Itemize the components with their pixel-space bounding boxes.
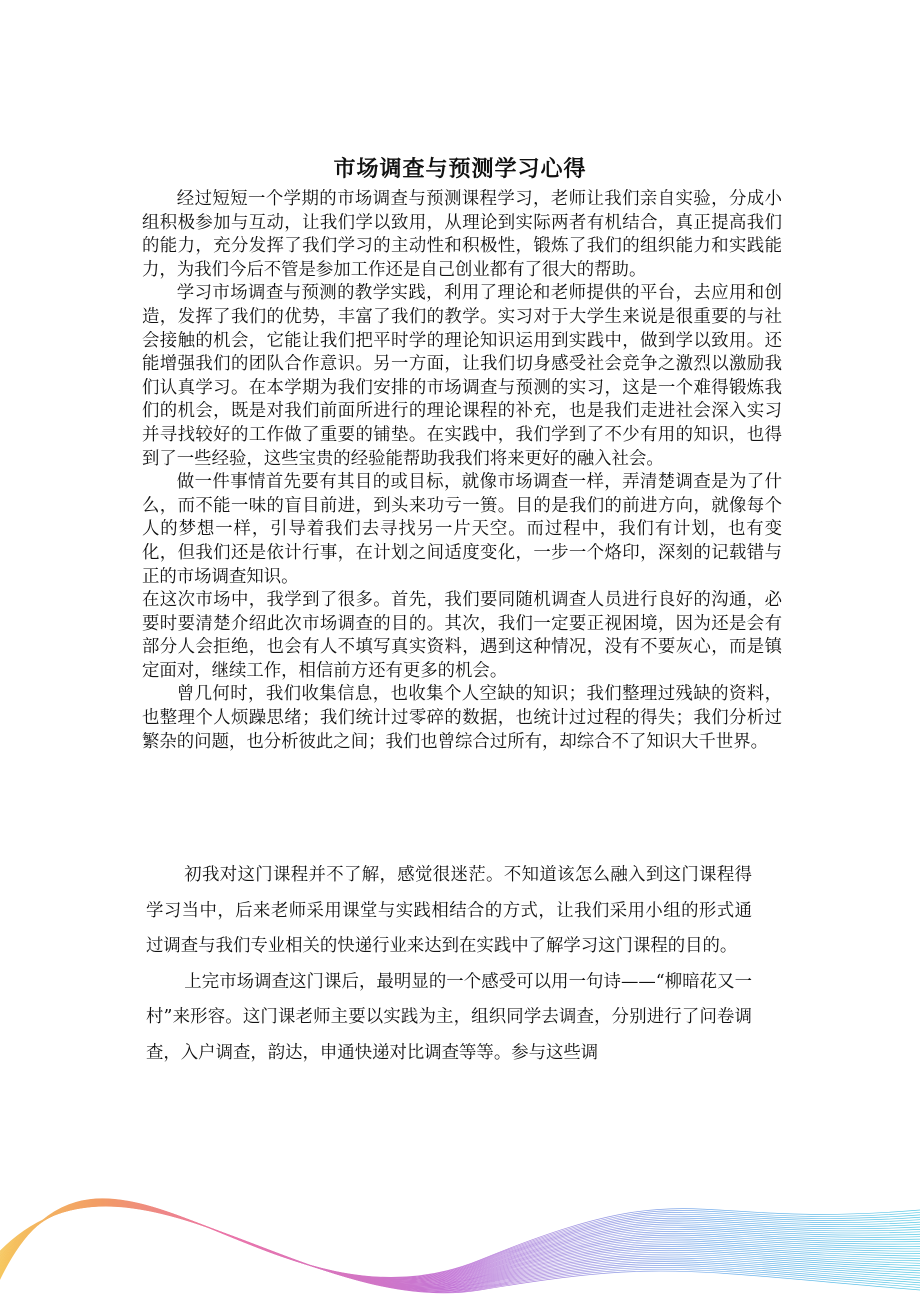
paragraph-1: 经过短短一个学期的市场调查与预测课程学习，老师让我们亲自实验，分成小组积极参加与互动，让我们学以致用，从理论到实际两者有机结合，真正提高我们的能力，充分发挥了我们学习的主动性和积极性，锻炼了我们的组织能力和实践能力，为我们今后不管是参加工作还是自己创业都有了很大的帮助。 [142,189,782,280]
wave-line [0,1201,920,1288]
body-section-1 [142,188,782,754]
paragraph-7: 上完市场调查这门课后，最明显的一个感受可以用一句诗——“柳暗花又一村”来形容。这门课老师主要以实践为主，组织同学去调查，分别进行了问卷调查，入户调查，韵达，申通快递对比调查等等。参与这些调 [146,971,752,1063]
wave-line [0,1199,920,1299]
wave-line [0,1204,920,1287]
paragraph-3: 做一件事情首先要有其目的或目标，就像市场调查一样，弄清楚调查是为了什么，而不能一味的盲目前进，到头来功亏一篑。目的是我们的前进方向，就像每个人的梦想一样，引导着我们去寻找另一片天空。而过程中，我们有计划，也有变化，但我们还是依计行事，在计划之间适度变化，一步一个烙印，深刻的记载错与正的市场调查知识。 [142,472,782,587]
paragraph-6: 初我对这门课程并不了解，感觉很迷茫。不知道该怎么融入到这门课程得学习当中，后来老师采用课堂与实践相结合的方式，让我们采用小组的形式通过调查与我们专业相关的快递行业来达到在实践中了解学习这门课程的目的。 [146,865,752,956]
document-title: 市场调查与预测学习心得 [333,156,587,182]
body-section-2 [146,858,752,1071]
decorative-wave-lines [0,1090,920,1302]
paragraph-2: 学习市场调查与预测的教学实践，利用了理论和老师提供的平台，去应用和创造，发挥了我们的优势，丰富了我们的教学。实习对于大学生来说是很重要的与社会接触的机会，它能让我们把平时学的理论知识运用到实践中，做到学以致用。还能增强我们的团队合作意识。另一方面，让我们切身感受社会竞争之激烈以激励我们认真学习。在本学期为我们安排的市场调查与预测的实习，这是一个难得锻炼我们的机会，既是对我们前面所进行的理论课程的补充，也是我们走进社会深入实习并寻找较好的工作做了重要的铺垫。在实践中，我们学到了不少有用的知识，也得到了一些经验，这些宝贵的经验能帮助我我们将来更好的融入社会。 [142,283,782,469]
paragraph-5: 曾几何时，我们收集信息，也收集个人空缺的知识；我们整理过残缺的资料，也整理个人烦躁思绪；我们统计过零碎的数据，也统计过过程的得失；我们分析过繁杂的问题，也分析彼此之间；我们也曾综合过所有，却综合不了知识大千世界。 [142,684,782,752]
paragraph-4: 在这次市场中，我学到了很多。首先，我们要同随机调查人员进行良好的沟通，必要时要清楚介绍此次市场调查的目的。其次，我们一定要正视困境，因为还是会有部分人会拒绝，也会有人不填写真实资料，遇到这种情况，没有不要灰心，而是镇定面对，继续工作，相信前方还有更多的机会。 [142,590,782,681]
